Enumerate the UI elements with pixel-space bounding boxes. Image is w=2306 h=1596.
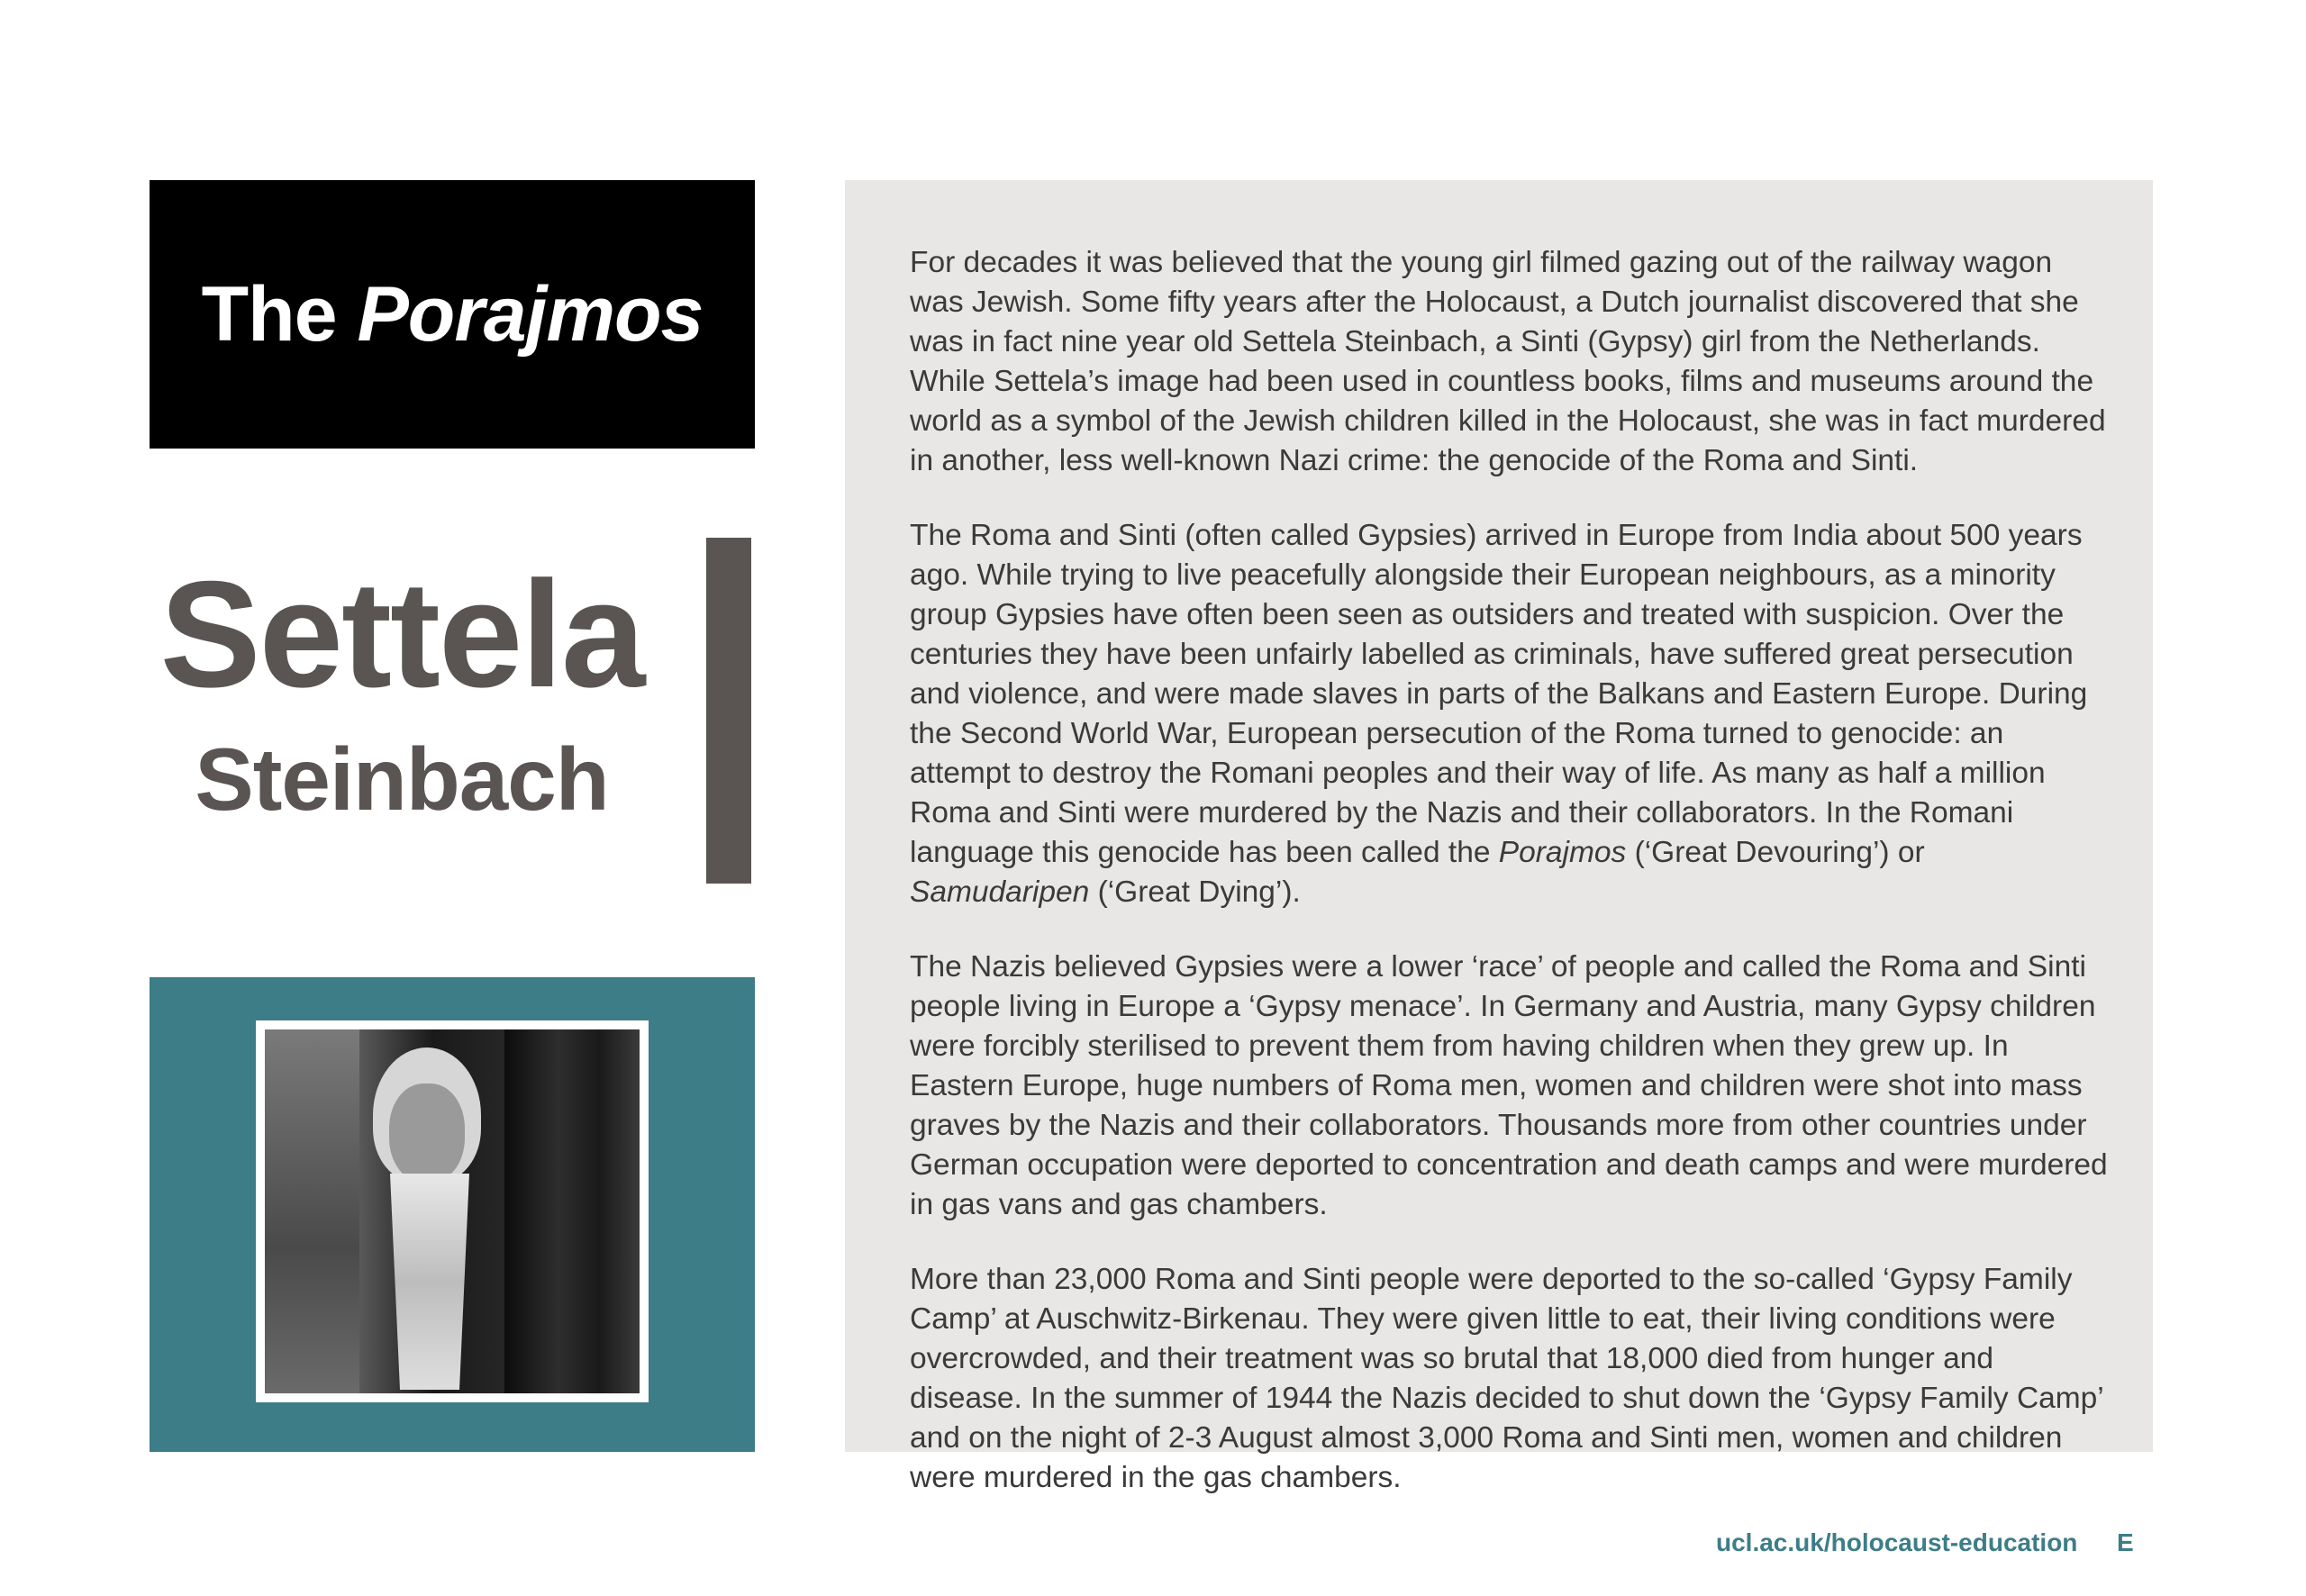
paragraph-4: More than 23,000 Roma and Sinti people were deported to the so-called ‘Gypsy Family Camp’ at Auschwitz-Birkenau. They were given little to eat, their living conditions were overcrowded, and their treatment was so brutal that 18,000 died from hunger and disease. In the summer of 1944 the Nazis decided to shut down the ‘Gypsy Family Camp’ and on the night of 2-3 August almost 3,000 Roma and Sinti men, women and children were murdered in the gas chambers. [910,1263,2103,1494]
name-block [150,549,654,829]
footer-page-letter: E [2117,1528,2134,1556]
page-title [202,270,704,359]
photo-frame [256,1020,649,1402]
decorative-bar [706,538,751,884]
girl-scarf [380,1174,479,1390]
title-prefix: The [201,270,337,358]
wagon-door-right [504,1029,640,1393]
paragraph-2: The Roma and Sinti (often called Gypsies) arrived in Europe from India about 500 years ago. While trying to live peacefully alongside their European neighbours, as a minority group Gypsies have often been seen as outsiders and treated with suspicion. Over the centuries they have been unfairly labelled as criminals, have suffered great persecution and violence, and were made slaves in parts of the Balkans and Eastern Europe. During the Second World War, European persecution of the Roma turned to genocide: an attempt to destroy the Romani peoples and their way of life. As many as half a million Roma and Sinti were murdered by the Nazis and their collaborators. In the Romani language this genocide has been called the Porajmos (‘Great Devouring’) or Samudaripen (‘Great Dying’). [910,519,2088,909]
paragraph-1: For decades it was believed that the young girl filmed gazing out of the railway wagon was Jewish. Some fifty years after the Holocaust, a Dutch journalist discovered that she was in fact nine year old Settela Steinbach, a Sinti (Gypsy) girl from the Netherlands. While Settela’s image had been used in countless books, films and museums around the world as a symbol of the Jewish children killed in the Holocaust, she was in fact murdered in another, less well-known Nazi crime: the genocide of the Roma and Sinti. [910,246,2106,477]
title-italic: Porajmos [357,270,704,358]
text-panel [845,180,2153,1494]
wagon-door-left [265,1029,359,1393]
paragraph-3: The Nazis believed Gypsies were a lower ‘race’ of people and called the Roma and Sinti people living in Europe a ‘Gypsy menace’. In Germany and Austria, many Gypsy children were forcibly sterilised to prevent them from having children when they grew up. In Eastern Europe, huge numbers of Roma men, women and children were shot into mass graves by the Nazis and their collaborators. Thousands more from other countries under German occupation were deported to concentration and death camps and were murdered in gas vans and gas chambers. [910,950,2108,1221]
name-first: Settela [159,549,644,719]
text-body [910,243,2108,1533]
photo-panel [150,977,755,1452]
title-box [150,180,755,449]
footer-url[interactable]: ucl.ac.uk/holocaust-education [1716,1528,2078,1556]
portrait-photo [265,1029,640,1393]
name-last: Steinbach [195,730,609,829]
girl-face [389,1084,465,1183]
